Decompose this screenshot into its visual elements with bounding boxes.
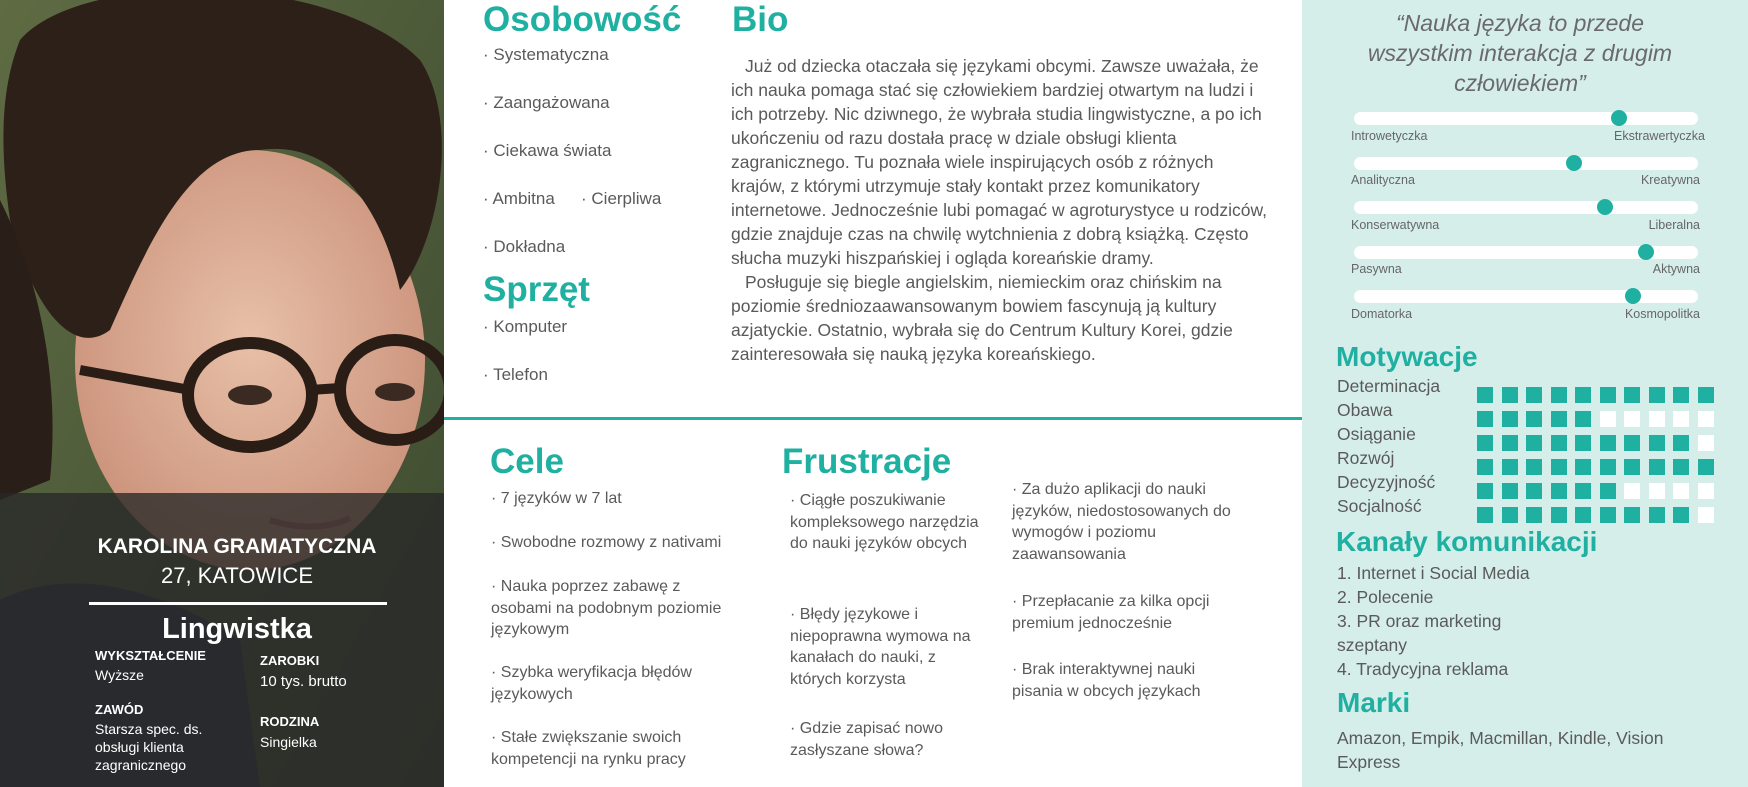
motivation-square	[1575, 483, 1591, 499]
motivation-square	[1551, 507, 1567, 523]
job-line: zagranicznego	[95, 757, 187, 773]
motivation-square	[1698, 411, 1714, 427]
goal-item: · Szybka weryfikacja błędów językowych	[491, 664, 692, 703]
brands-line: Amazon, Empik, Macmillan, Kindle, Vision	[1337, 728, 1664, 748]
bio-paragraph: Posługuje się biegle angielskim, niemieckim oraz chińskim na poziomie średniozaawansowanym bowiem fascynują ją kultury azjatyckie. Ostatnio, wybrała się do Centrum Kultury Korei, gdzie zainteresowała się nauką języka koreańskiego.	[731, 272, 1233, 364]
education-value: Wyższe	[95, 667, 144, 683]
channel-item: 4. Tradycyjna reklama	[1337, 659, 1509, 679]
equipment-item: · Telefon	[483, 365, 548, 384]
frustration-item: · Brak interaktywnej nauki pisania w obcych językach	[1012, 661, 1201, 700]
family-label: RODZINA	[260, 714, 320, 729]
goal-item: · 7 języków w 7 lat	[491, 490, 622, 507]
motivation-label: Decyzyjność	[1337, 472, 1436, 492]
frustration-item: · Za dużo aplikacji do nauki języków, niedostosowanych do wymogów i poziomu zaawansowania	[1012, 481, 1231, 563]
motivation-square	[1526, 387, 1542, 403]
section-divider	[444, 417, 1302, 420]
equipment-title: Sprzęt	[483, 270, 590, 309]
motivation-square	[1551, 483, 1567, 499]
motivation-square	[1575, 411, 1591, 427]
motivation-square	[1673, 459, 1689, 475]
motivation-square	[1649, 483, 1665, 499]
motivation-square	[1673, 411, 1689, 427]
motivation-label: Osiąganie	[1337, 424, 1416, 444]
earnings-value: 10 tys. brutto	[260, 673, 347, 690]
slider-dot	[1611, 110, 1627, 126]
channels-title: Kanały komunikacji	[1336, 526, 1598, 557]
slider-left-label: Introwetyczka	[1351, 129, 1428, 143]
motivation-square	[1575, 459, 1591, 475]
frustration-item: · Błędy językowe i niepoprawna wymowa na kanałach do nauki, z których korzysta	[790, 606, 971, 688]
job-line: Starsza spec. ds.	[95, 721, 203, 737]
motivation-square	[1600, 483, 1616, 499]
motivation-square	[1600, 507, 1616, 523]
brands-title: Marki	[1337, 687, 1411, 718]
motivation-square	[1477, 459, 1493, 475]
motivation-square	[1477, 411, 1493, 427]
motivation-square	[1502, 387, 1518, 403]
motivation-square	[1526, 459, 1542, 475]
personality-item: · Dokładna	[483, 237, 566, 256]
channel-item: 1. Internet i Social Media	[1337, 563, 1530, 583]
motivation-square	[1526, 411, 1542, 427]
persona-name: KAROLINA GRAMATYCZNA	[97, 535, 377, 558]
motivation-square	[1673, 387, 1689, 403]
slider-left-label: Konserwatywna	[1351, 218, 1440, 232]
bio-title: Bio	[732, 0, 789, 39]
personality-item: · Systematyczna	[483, 45, 609, 64]
motivation-label: Obawa	[1337, 400, 1393, 420]
slider-left-label: Pasywna	[1351, 262, 1402, 276]
motivations-title: Motywacje	[1336, 341, 1478, 372]
motivation-square	[1551, 387, 1567, 403]
channel-item: szeptany	[1337, 635, 1408, 655]
personality-item: · Zaangażowana	[483, 93, 610, 112]
channel-item: 2. Polecenie	[1337, 587, 1434, 607]
motivation-square	[1526, 507, 1542, 523]
motivation-square	[1698, 459, 1714, 475]
channel-item: 3. PR oraz marketing	[1337, 611, 1502, 631]
frustration-item: · Gdzie zapisać nowo zasłyszane słowa?	[790, 720, 943, 759]
goals-title: Cele	[490, 442, 564, 481]
motivation-square	[1698, 483, 1714, 499]
slider-track	[1354, 157, 1698, 170]
motivation-square	[1698, 387, 1714, 403]
persona-role: Lingwistka	[162, 613, 312, 645]
motivation-square	[1600, 387, 1616, 403]
motivation-square	[1649, 507, 1665, 523]
motivation-square	[1551, 459, 1567, 475]
bio-text	[731, 54, 1271, 366]
motivation-square	[1673, 507, 1689, 523]
slider-left-label: Analityczna	[1351, 173, 1415, 187]
motivation-square	[1624, 483, 1640, 499]
motivation-square	[1649, 459, 1665, 475]
motivation-square	[1502, 507, 1518, 523]
motivation-square	[1502, 459, 1518, 475]
motivation-square	[1600, 411, 1616, 427]
motivation-square	[1673, 435, 1689, 451]
motivation-square	[1575, 387, 1591, 403]
motivation-square	[1526, 435, 1542, 451]
slider-right-label: Kosmopolitka	[1624, 307, 1700, 321]
motivation-square	[1477, 507, 1493, 523]
divider	[89, 602, 387, 605]
motivation-square	[1502, 411, 1518, 427]
slider-right-label: Kreatywna	[1640, 173, 1700, 187]
motivation-square	[1551, 411, 1567, 427]
goal-item: · Swobodne rozmowy z nativami	[491, 534, 722, 551]
bio-paragraph: Już od dziecka otaczała się językami obcymi. Zawsze uważała, że ich nauka pomaga stać się człowiekiem bardziej otwartym na ludzi i ich potrzeby. Nic dziwnego, że wybrała studia lingwistyczne, a po ich ukończeniu od razu dostała pracę w dziale obsługi klienta zagranicznego. Tu poznała wiele inspirujących osób z różnych krajów, z którymi utrzymuje stały kontakt przez komunikatory internetowe. Jednocześnie lubi pomagać w agroturystyce u rodziców, gdzie znajduje czas na chwilę wytchnienia z dobrą książką. Często słucha muzyki hiszpańskiej i ogląda koreańskie dramy.	[731, 56, 1267, 268]
slider-dot	[1625, 288, 1641, 304]
goal-item: · Nauka poprzez zabawę z osobami na podobnym poziomie językowym	[491, 578, 722, 639]
frustrations-title: Frustracje	[782, 442, 952, 481]
personality-item: · Ciekawa świata	[483, 141, 612, 160]
motivation-square	[1624, 459, 1640, 475]
motivation-label: Socjalność	[1337, 496, 1422, 516]
earnings-label: ZAROBKI	[260, 653, 320, 668]
personality-item: · Ambitna	[483, 189, 555, 208]
slider-track	[1354, 290, 1698, 303]
motivation-square	[1624, 411, 1640, 427]
job-label: ZAWÓD	[95, 702, 144, 717]
motivation-square	[1649, 411, 1665, 427]
motivation-square	[1649, 435, 1665, 451]
personality-title: Osobowość	[483, 0, 682, 39]
motivation-square	[1624, 435, 1640, 451]
family-value: Singielka	[260, 734, 317, 750]
slider-right-label: Aktywna	[1652, 262, 1700, 276]
education-label: WYKSZTAŁCENIE	[95, 648, 206, 663]
motivation-square	[1551, 435, 1567, 451]
slider-right-label: Liberalna	[1648, 218, 1700, 232]
motivation-square	[1526, 483, 1542, 499]
motivation-square	[1502, 483, 1518, 499]
motivation-square	[1624, 507, 1640, 523]
brands-line: Express	[1337, 752, 1401, 772]
personality-item: · Cierpliwa	[581, 189, 662, 208]
frustration-item: · Przepłacanie za kilka opcji premium jednocześnie	[1012, 593, 1210, 632]
motivation-square	[1477, 387, 1493, 403]
motivation-square	[1502, 435, 1518, 451]
slider-left-label: Domatorka	[1351, 307, 1413, 321]
motivation-square	[1477, 483, 1493, 499]
motivation-square	[1575, 507, 1591, 523]
slider-right-label: Ekstrawertyczka	[1614, 129, 1705, 143]
motivation-square	[1673, 483, 1689, 499]
motivation-label: Determinacja	[1337, 376, 1441, 396]
motivation-square	[1698, 507, 1714, 523]
motivation-square	[1477, 435, 1493, 451]
job-line: obsługi klienta	[95, 739, 184, 755]
slider-dot	[1597, 199, 1613, 215]
motivation-square	[1575, 435, 1591, 451]
equipment-item: · Komputer	[483, 317, 568, 336]
slider-track	[1354, 201, 1698, 214]
motivation-square	[1600, 459, 1616, 475]
slider-track	[1354, 112, 1698, 125]
motivation-square	[1600, 435, 1616, 451]
persona-age-city: 27, KATOWICE	[160, 563, 313, 588]
goal-item: · Stałe zwiększanie swoich kompetencji na rynku pracy	[491, 729, 686, 768]
motivation-label: Rozwój	[1337, 448, 1395, 468]
motivation-square	[1698, 435, 1714, 451]
motivation-square	[1624, 387, 1640, 403]
frustration-item: · Ciągłe poszukiwanie kompleksowego narzędzia do nauki języków obcych	[790, 492, 979, 553]
persona-quote: “Nauka języka to przede wszystkim interakcja z drugim człowiekiem”	[1367, 10, 1673, 96]
motivation-square	[1649, 387, 1665, 403]
